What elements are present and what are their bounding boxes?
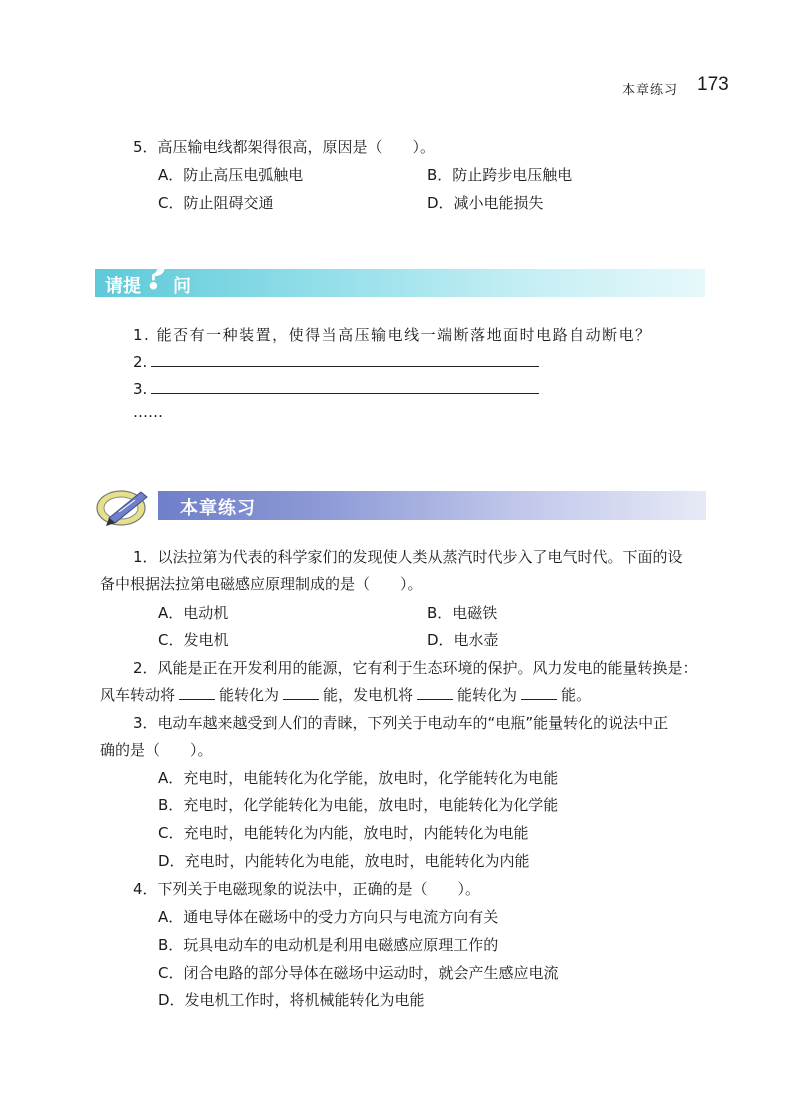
ch-q4-option-a: A．通电导体在磁场中的受力方向只与电流方向有关 (158, 908, 499, 926)
ch-q4-stem: 4．下列关于电磁现象的说法中，正确的是（ ）。 (133, 880, 481, 898)
ask-ellipsis: …… (133, 403, 163, 421)
ch-q3-option-d: D．充电时，内能转化为电能，放电时，电能转化为内能 (158, 852, 530, 870)
ch-q1-line1: 1．以法拉第为代表的科学家们的发现使人类从蒸汽时代步入了电气时代。下面的设 (133, 548, 683, 566)
ch-q4-option-d: D．发电机工作时，将机械能转化为电能 (158, 991, 425, 1009)
question-mark-icon: ? (143, 252, 167, 299)
ch-q2-seg4: 能转化为 (457, 686, 518, 704)
pen-notebook-icon (95, 482, 165, 528)
ask-q3-number: 3. (133, 380, 148, 398)
q5-option-c: C．防止阻碍交通 (158, 194, 274, 212)
fill-blank[interactable] (521, 685, 557, 700)
q5-option-a: A．防止高压电弧触电 (158, 166, 304, 184)
ch-q3-option-c: C．充电时，电能转化为内能，放电时，内能转化为电能 (158, 824, 529, 842)
ch-q3-option-a: A．充电时，电能转化为化学能，放电时，化学能转化为电能 (158, 769, 559, 787)
running-header: 本章练习 (622, 83, 679, 98)
ch-q1-option-c: C．发电机 (158, 631, 229, 649)
fill-blank[interactable] (283, 685, 319, 700)
page-number: 173 (697, 74, 729, 95)
ch-q3-line2: 确的是（ ）。 (100, 741, 213, 759)
q5-option-b: B．防止跨步电压触电 (427, 166, 573, 184)
ask-title-right: 问 (173, 276, 191, 297)
fill-blank[interactable] (417, 685, 453, 700)
chapter-title: 本章练习 (180, 498, 256, 519)
ch-q2-seg2: 能转化为 (219, 686, 280, 704)
ch-q1-option-b: B．电磁铁 (427, 604, 498, 622)
ask-title-left: 请提 (105, 276, 141, 297)
answer-blank[interactable] (151, 381, 539, 394)
ch-q4-option-c: C．闭合电路的部分导体在磁场中运动时，就会产生感应电流 (158, 964, 559, 982)
chapter-banner (158, 491, 706, 520)
q5-option-d: D．减小电能损失 (427, 194, 544, 212)
ask-q2-number: 2. (133, 353, 148, 371)
ch-q1-line2: 备中根据法拉第电磁感应原理制成的是（ ）。 (100, 575, 423, 593)
q5-stem: 5．高压输电线都架得很高，原因是（ ）。 (133, 138, 436, 156)
fill-blank[interactable] (179, 685, 215, 700)
ch-q2-seg5: 能。 (561, 686, 592, 704)
ask-q3 (133, 379, 539, 399)
ch-q2-seg3: 能，发电机将 (323, 686, 414, 704)
ch-q3-option-b: B．充电时，化学能转化为电能，放电时，电能转化为化学能 (158, 796, 559, 814)
ch-q1-option-a: A．电动机 (158, 604, 229, 622)
ask-q1: 1. 能否有一种装置，使得当高压输电线一端断落地面时电路自动断电？ (133, 326, 652, 344)
ch-q4-option-b: B．玩具电动车的电动机是利用电磁感应原理工作的 (158, 936, 499, 954)
ch-q1-option-d: D．电水壶 (427, 631, 499, 649)
ask-q2 (133, 352, 539, 372)
ask-banner (95, 252, 705, 299)
ch-q2-line2 (100, 685, 591, 705)
ch-q2-line1: 2．风能是正在开发利用的能源，它有利于生态环境的保护。风力发电的能量转换是： (133, 659, 698, 677)
answer-blank[interactable] (151, 354, 539, 367)
ch-q2-seg1: 风车转动将 (100, 686, 176, 704)
ch-q3-line1: 3．电动车越来越受到人们的青睐，下列关于电动车的“电瓶”能量转化的说法中正 (133, 714, 669, 732)
